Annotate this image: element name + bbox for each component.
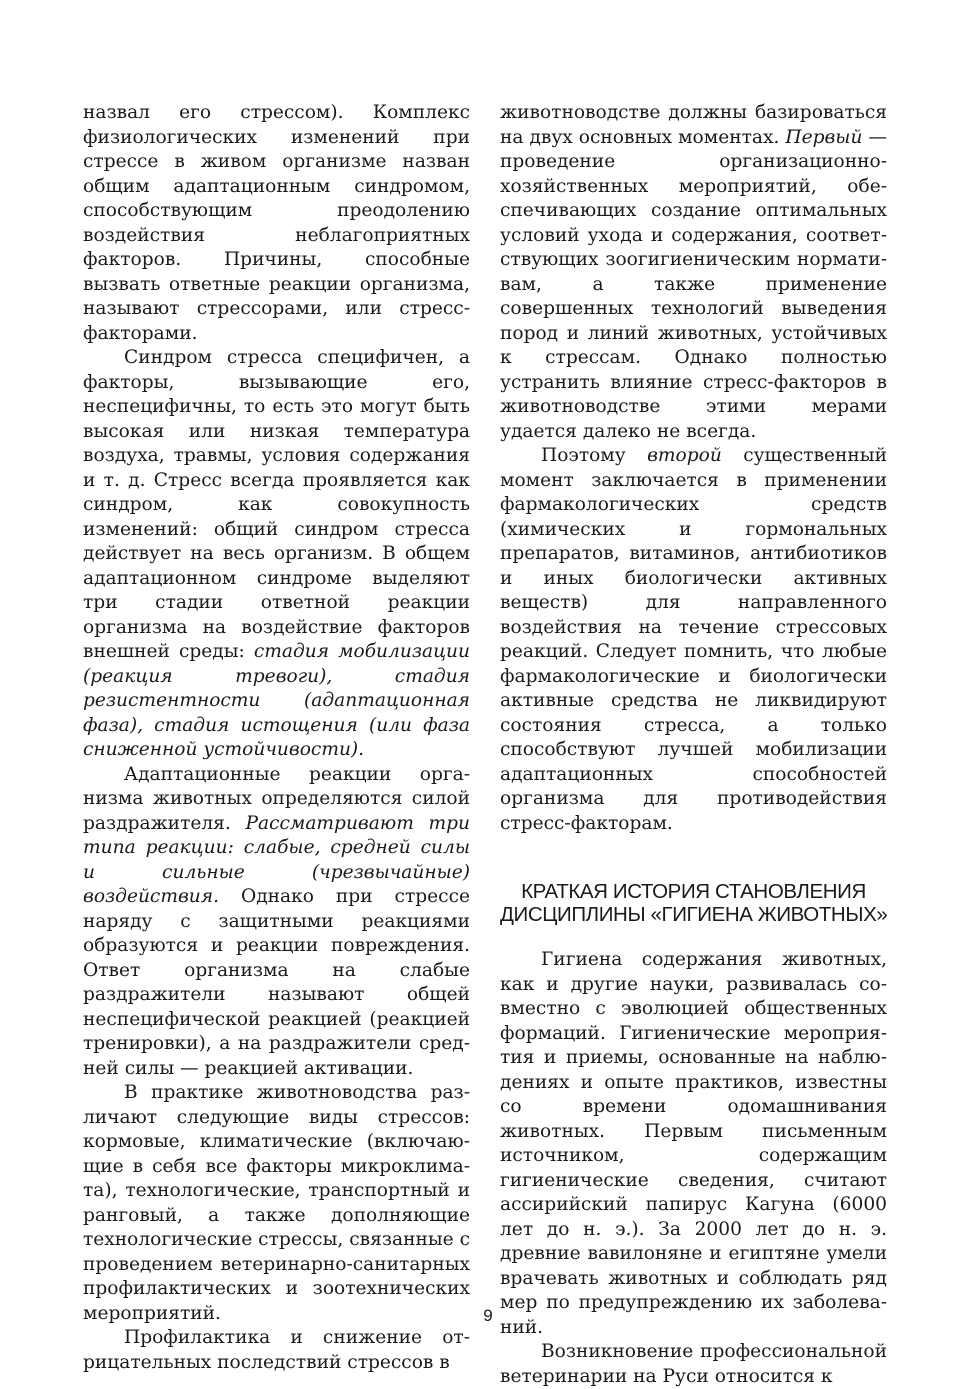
paragraph-text: существенный момент заключается в применении фармакологических средств (химических и гормональных препаратов, витаминов, антибиотиков и иных биологически активных веществ) для направленного воздействия на течение стрессовых реакций. Следует помнить, что любые фармакологические и биологически активные средства не ликвидируют состояния стресса, а только способствуют лучшей мобилизации адаптационных способностей организма для противодействия стресс-факторам. xyxy=(500,445,887,834)
paragraph xyxy=(83,1081,470,1326)
paragraph-text: Адаптационные реакции организма животных определяются силой раздражителя. xyxy=(83,763,470,834)
paragraph-text: Профилактика и снижение отрицательных последствий стрессов в xyxy=(83,1327,470,1373)
paragraph-text: животноводстве должны базироваться на двух основных моментах. xyxy=(500,102,887,148)
paragraph xyxy=(83,1326,470,1375)
paragraph xyxy=(83,763,470,1082)
paragraph-text: Однако при стрессе наряду с защитными реакциями образуются и реакции повреждения. Ответ организма на слабые раздражители называют общей неспецифической реакцией (реакцией тренировки), а на раздражители средней силы — реакцией активации. xyxy=(83,886,470,1079)
section-heading-line: ДИСЦИПЛИНЫ «ГИГИЕНА ЖИВОТНЫХ» xyxy=(500,903,888,926)
paragraph xyxy=(83,101,470,346)
page-number: 9 xyxy=(483,1306,493,1325)
paragraph xyxy=(500,1340,887,1389)
paragraph-italic-text: стадия мобилизации (реакция тревоги), стадия резистентности (адаптационная фаза), стадия истощения (или фаза сниженной устойчивости). xyxy=(83,641,471,760)
paragraph-text: Синдром стресса специфичен, а факторы, вызывающие его, неспецифичны, то есть это могут быть высокая или низкая температура воздуха, травмы, условия содержания и т. д. Стресс всегда проявляется как синдром, как совокупность изменений: общий синдром стресса действует на весь организм. В общем адаптационном синдроме выделяют три стадии ответной реакции организма на воздействие факторов внешней среды: xyxy=(83,347,470,662)
paragraph-text: Гигиена содержания животных, как и другие науки, развивалась совместно с эволюцией общественных формаций. Гигиенические мероприятия и приемы, основанные на наблюдениях и опыте практиков, известны со времени одомашнивания животных. Первым письменным источником, содержащим гигиенические сведения, считают ассирийский папирус Кагуна (6000 лет до н. э.). За 2000 лет до н. э. древние вавилоняне и египтяне умели врачевать животных и соблюдать ряд мер по предупреждению их заболеваний. xyxy=(500,949,887,1338)
section-heading-line: КРАТКАЯ ИСТОРИЯ СТАНОВЛЕНИЯ xyxy=(521,880,866,903)
paragraph-italic-text: второй xyxy=(647,445,722,466)
section-heading xyxy=(500,880,887,926)
paragraph xyxy=(83,346,470,763)
paragraph-italic-text: Первый xyxy=(785,126,863,148)
paragraph-text: В практике животноводства различают следующие виды стрессов: кормовые, климатические (включающие в себя все факторы микроклимата), технологические, транспортный и ранговый, а также дополняющие технологические стрессы, связанные с проведением ветеринарно-санитарных профилактических и зоотехнических мероприятий. xyxy=(83,1082,470,1324)
paragraph-text: Поэтому xyxy=(541,445,648,466)
paragraph xyxy=(500,101,887,444)
paragraph xyxy=(500,444,887,836)
paragraph-italic-text: Рассматривают три типа реакции: слабые, средней силы и сильные (чрезвычайные) воздействия. xyxy=(83,812,471,907)
right-column xyxy=(500,101,887,1389)
paragraph-text: — проведение организационно-хозяйственных мероприятий, обеспечивающих создание оптимальных условий ухода и содержания, соответствующих зоогигиеническим нормативам, а также применение совершенных технологий выведения пород и линий животных, устойчивых к стрессам. Однако полностью устранить влияние стресс-факторов в животноводстве этими мерами удается далеко не всегда. xyxy=(500,126,887,442)
paragraph xyxy=(500,948,887,1340)
left-column xyxy=(83,101,470,1375)
paragraph-text: Возникновение профессиональной ветеринарии на Руси относится к xyxy=(500,1341,887,1387)
paragraph-text: назвал его стрессом). Комплекс физиологических изменений при стрессе в живом организме назван общим адаптационным синдромом, способствующим преодолению воздействия неблагоприятных факторов. Причины, способные вызвать ответные реакции организма, называют стрессорами, или стресс-факторами. xyxy=(83,102,470,344)
